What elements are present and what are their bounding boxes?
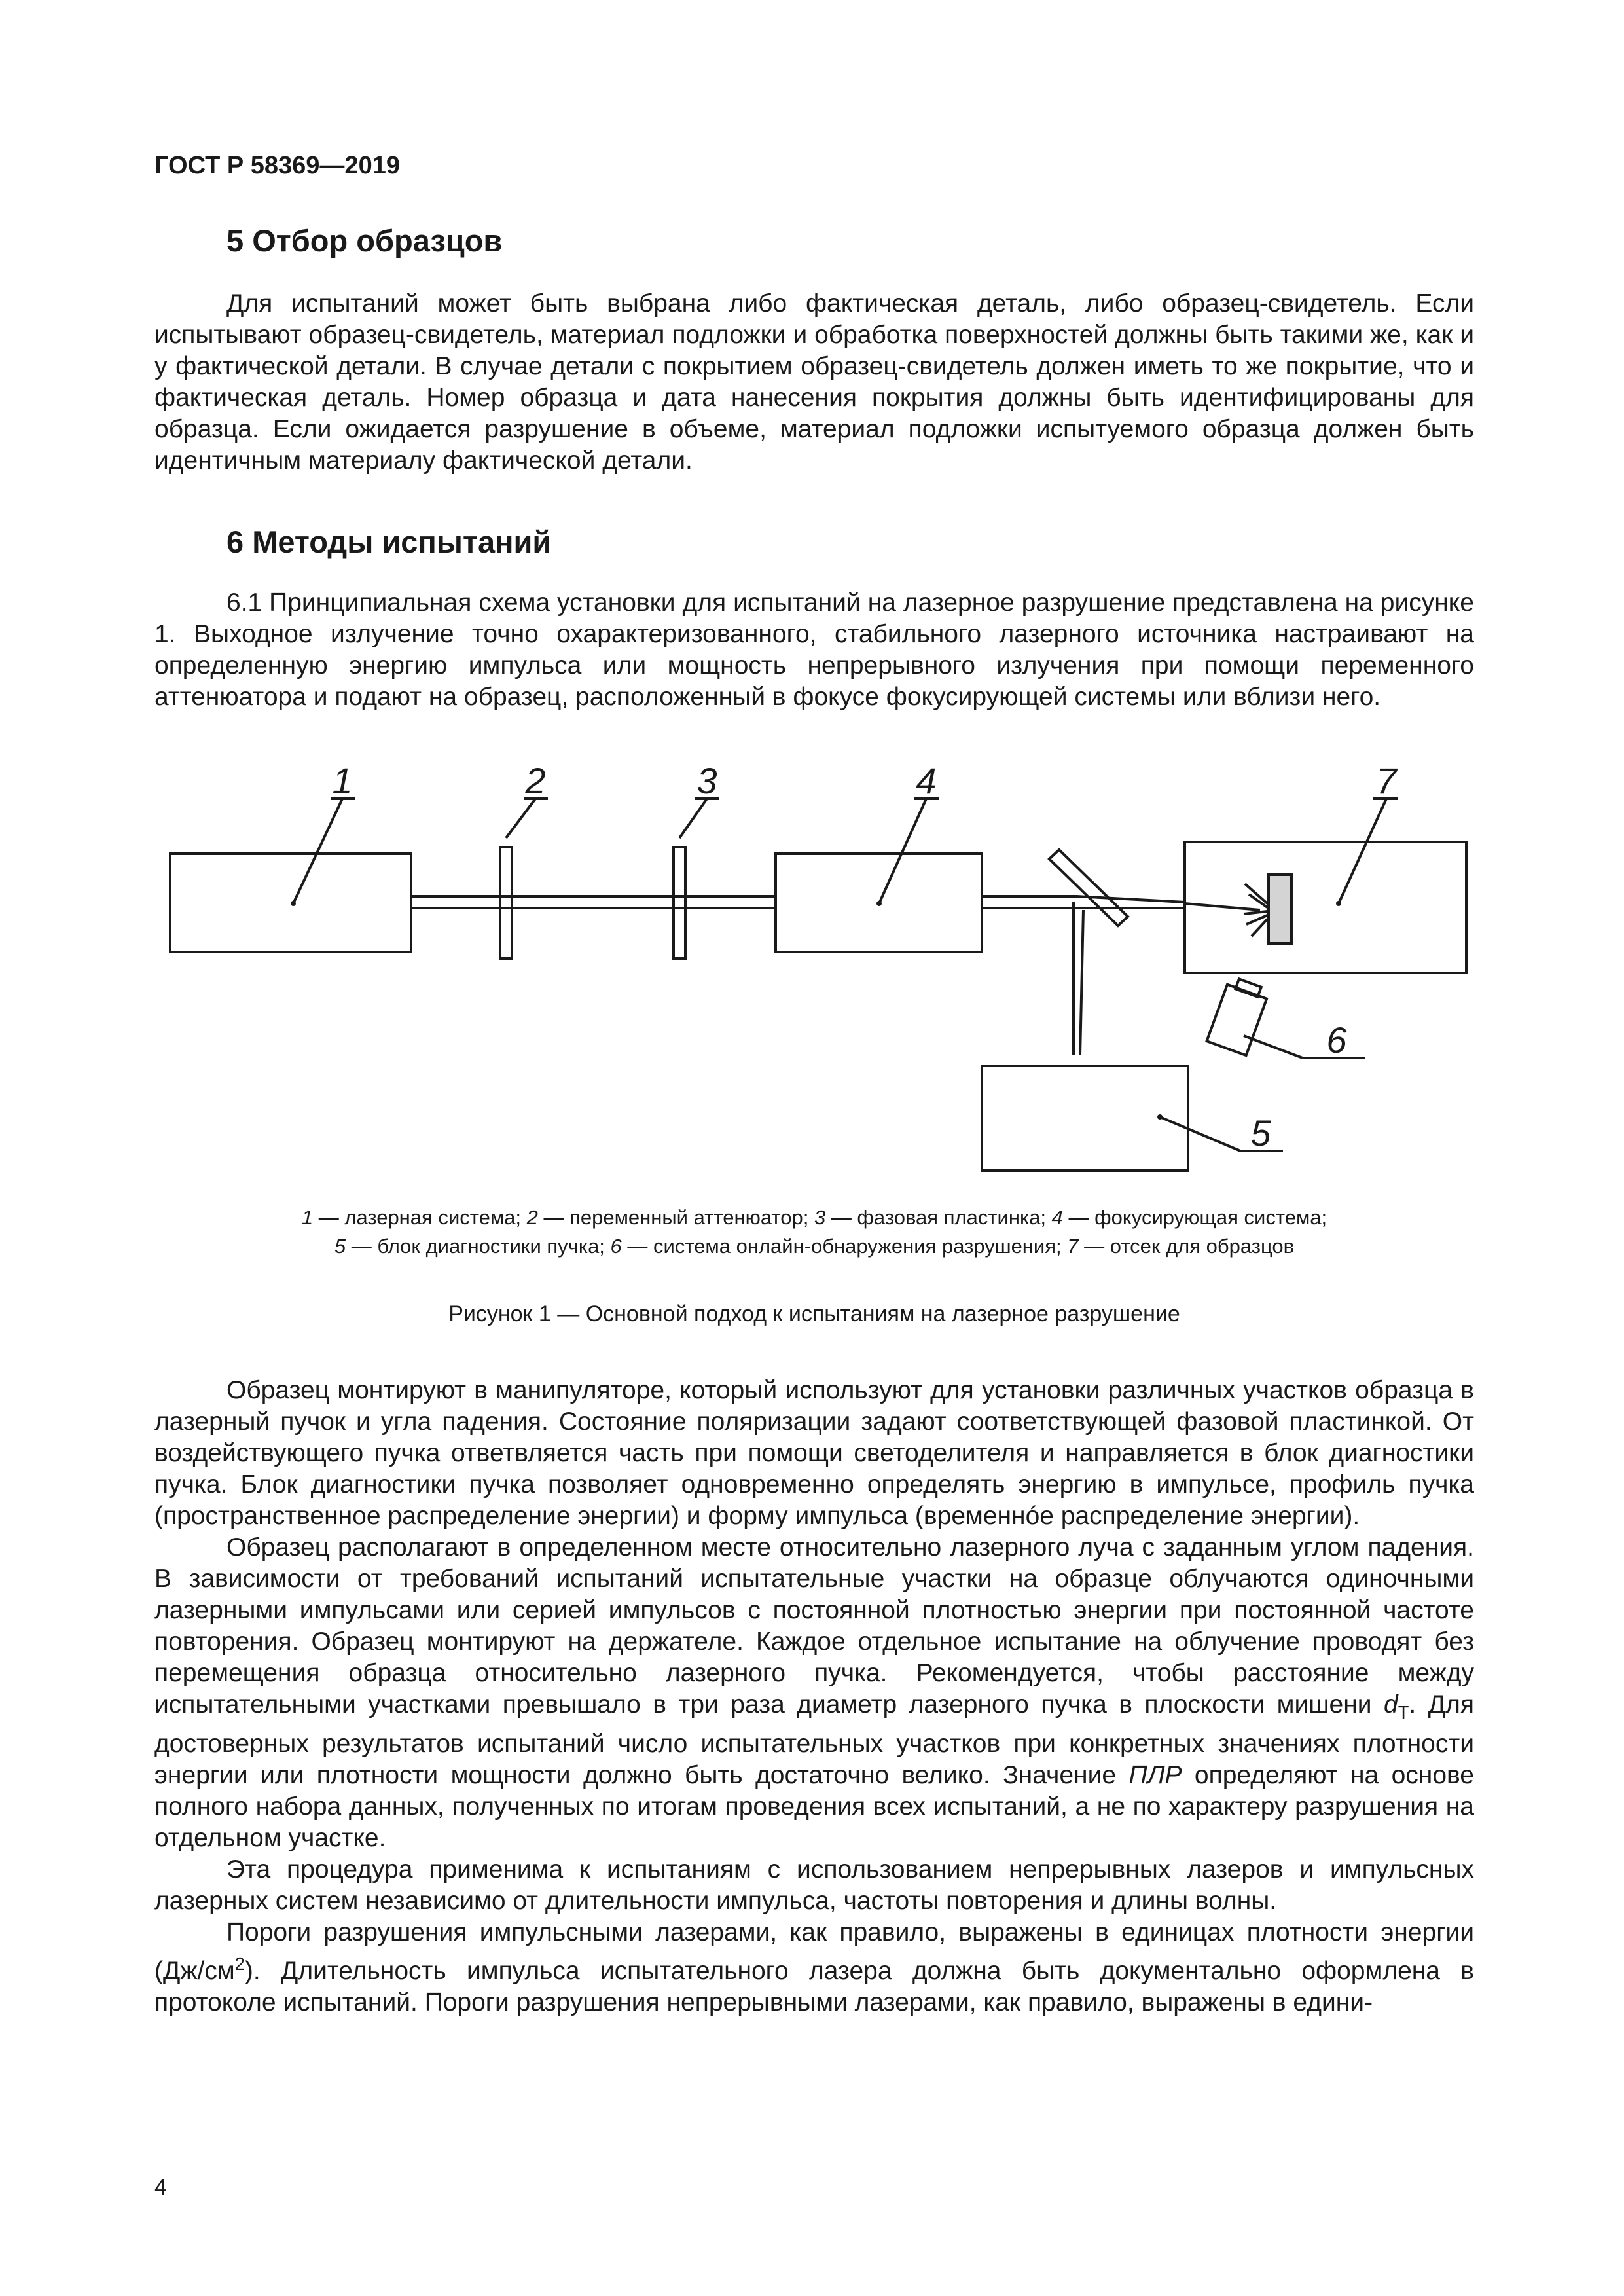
- label-2: 2: [525, 760, 546, 801]
- split-beam: [1080, 910, 1083, 1055]
- label-3: 3: [696, 760, 717, 801]
- laser-system-box: [170, 854, 411, 952]
- figure-legend-line-1: 1 — лазерная система; 2 — переменный аттенюатор; 3 — фазовая пластинка; 4 — фокусирующая система;: [301, 1206, 1327, 1229]
- paragraph-sample-positioning: Образец располагают в определенном месте относительно лазерного луча с заданным углом падения. В зависимости от требований испытаний испытательные участки на образце облучаются одиночными лазерными импульсами или серией импульсов с постоянной плотностью энергии при постоянной частоте повторения. Образец монтируют на держателе. Каждое отдельное испытание на облучение проводят без перемещения образца относительно лазерного пучка. Рекомендуется, чтобы расстояние между испытательными участками превышало в три раза диаметр лазерного пучка в плоскости мишени $d_T$. Для достоверных результатов испытаний число испытательных участков при конкретных значениях плотности энергии или плотности мощности должно быть достаточно велико. Значение ПЛР определяют на основе полного набора данных, полученных по итогам проведения всех испытаний, а не по характеру разрушения на отдельном участке.: [154, 1533, 1474, 1852]
- label-7: 7: [1376, 760, 1397, 801]
- section-5-text: Для испытаний может быть выбрана либо фактическая деталь, либо образец-свидетель. Если испытывают образец-свидетель, материал подложки и обработка поверхностей должны быть такими же, как и у фактической детали. В случае детали с покрытием образец-свидетель должен иметь то же покрытие, что и фактическая деталь. Номер образца и дата нанесения покрытия должны быть идентифицированы для образца. Если ожидается разрушение в объеме, материал подложки испытуемого образца должен быть идентичным материалу фактической детали.: [154, 289, 1474, 475]
- label-5: 5: [1250, 1112, 1271, 1154]
- beam-diagnostics-box: [982, 1066, 1188, 1171]
- section-6-title: 6 Методы испытаний: [226, 524, 552, 559]
- sample: [1269, 875, 1291, 943]
- page-number: 4: [154, 2175, 167, 2200]
- label-1: 1: [332, 760, 353, 801]
- label-6: 6: [1326, 1019, 1347, 1061]
- attenuator-plate: [500, 847, 512, 958]
- body-text: [154, 1375, 1474, 2018]
- setup-diagram: [0, 753, 1624, 1185]
- focused-beam: [1185, 903, 1260, 910]
- label-4: 4: [916, 760, 937, 801]
- document-header: ГОСТ Р 58369—2019: [154, 152, 400, 179]
- section-5-title: 5 Отбор образцов: [226, 223, 503, 258]
- paragraph-sample-mounting: Образец монтируют в манипуляторе, который используют для установки различных участков образца в лазерный пучок и угла падения. Состояние поляризации задают соответствующей фазовой пластинкой. От воздействующего пучка ответвляется часть при помощи светоделителя и направляется в блок диагностики пучка. Блок диагностики пучка позволяет одновременно определять энергию в импульсе, профиль пучка (пространственное распределение энергии) и форму импульса (временнóе распределение энергии).: [154, 1376, 1474, 1530]
- paragraph-damage-thresholds: Пороги разрушения импульсными лазерами, как правило, выражены в единицах плотности энергии $(Дж/см^2)$. Длительность импульса испытательного лазера должна быть документально оформлена в протоколе испытаний. Пороги разрушения непрерывными лазерами, как правило, выражены в едини-: [154, 1918, 1474, 2016]
- section-6-1-text: 6.1 Принципиальная схема установки для испытаний на лазерное разрушение представлена на рисунке 1. Выходное излучение точно охарактеризованного, стабильного лазерного источника настраивают на определенную энергию импульса или мощность непрерывного излучения при помощи переменного аттенюатора и подают на образец, расположенный в фокусе фокусирующей системы или вблизи него.: [154, 589, 1474, 711]
- figure-legend-line-2: 5 — блок диагностики пучка; 6 — система онлайн-обнаружения разрушения; 7 — отсек для образцов: [334, 1235, 1295, 1258]
- paragraph-procedure-scope: Эта процедура применима к испытаниям с использованием непрерывных лазеров и импульсных лазерных систем независимо от длительности импульса, частоты повторения и длины волны.: [154, 1855, 1474, 1915]
- damage-detection-camera: [1207, 976, 1270, 1055]
- figure-caption: Рисунок 1 — Основной подход к испытаниям на лазерное разрушение: [448, 1302, 1180, 1326]
- wave-plate: [674, 847, 685, 958]
- beam-splitter: [1049, 850, 1128, 926]
